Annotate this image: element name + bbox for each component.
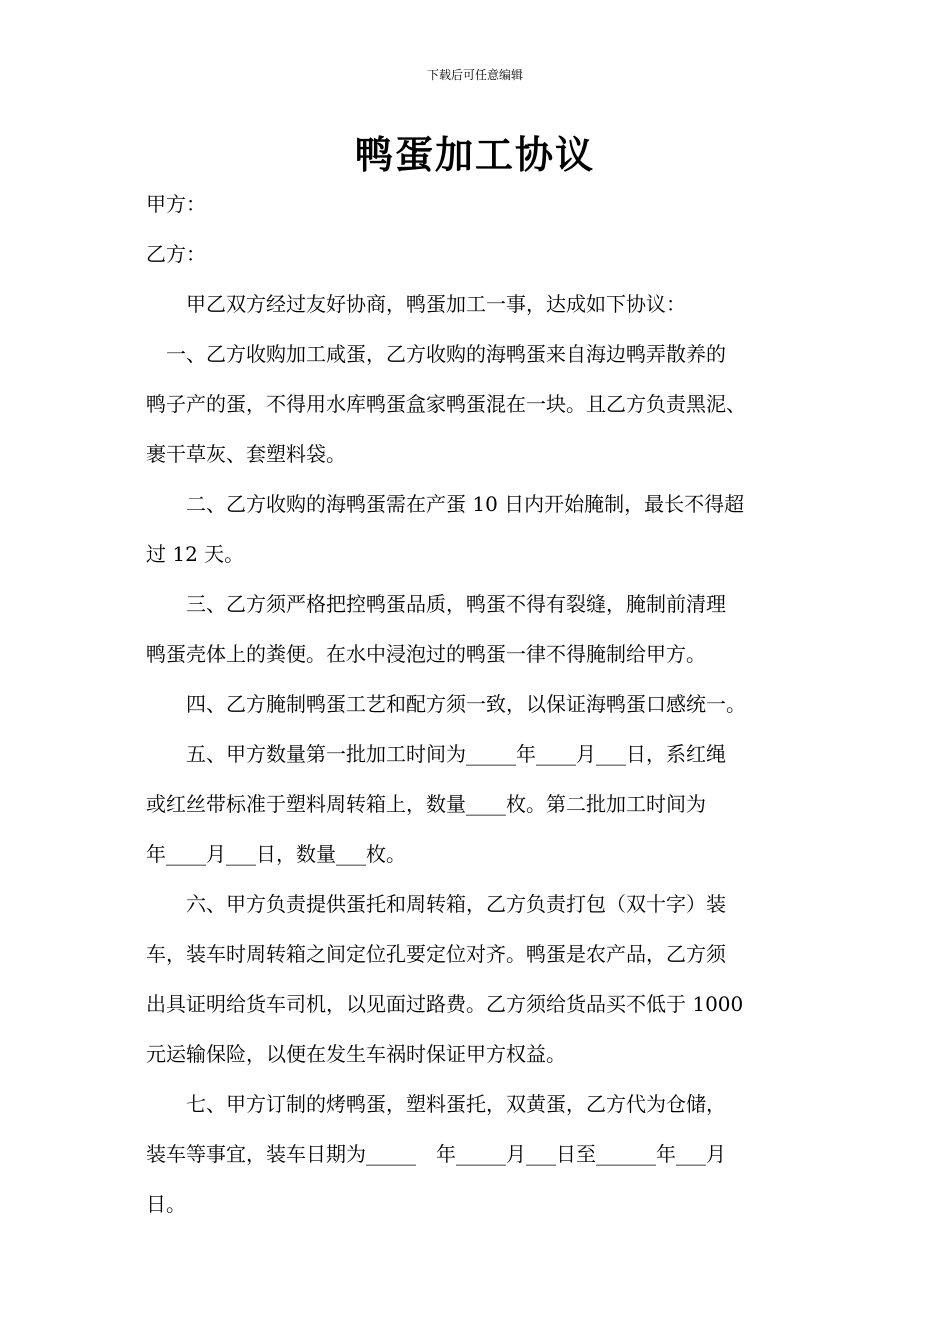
party-b-line: 乙方： <box>146 242 206 266</box>
clause-4-line-1: 四、乙方腌制鸭蛋工艺和配方须一致，以保证海鸭蛋口感统一。 <box>146 692 746 716</box>
clause-6-line-3: 出具证明给货车司机，以见面过路费。乙方须给货品买不低于 1000 <box>146 992 744 1016</box>
clause-1-line-3: 裹干草灰、套塑料袋。 <box>146 442 346 466</box>
clause-7-line-3: 日。 <box>146 1192 186 1216</box>
party-a-line: 甲方： <box>146 192 206 216</box>
clause-1-line-1: 一、乙方收购加工咸蛋，乙方收购的海鸭蛋来自海边鸭弄散养的 <box>146 342 726 366</box>
clause-2-line-2: 过 12 天。 <box>146 542 245 566</box>
clause-6-line-1: 六、甲方负责提供蛋托和周转箱，乙方负责打包（双十字）装 <box>146 892 726 916</box>
clause-3-line-2: 鸭蛋壳体上的粪便。在水中浸泡过的鸭蛋一律不得腌制给甲方。 <box>146 642 706 666</box>
clause-7-line-2: 装车等事宜，装车日期为_____ 年_____月___日至______年___月 <box>146 1142 726 1166</box>
clause-6-line-2: 车，装车时周转箱之间定位孔要定位对齐。鸭蛋是农产品，乙方须 <box>146 942 726 966</box>
clause-2-line-1: 二、乙方收购的海鸭蛋需在产蛋 10 日内开始腌制，最长不得超 <box>146 492 745 516</box>
clause-5-line-2: 或红丝带标准于塑料周转箱上，数量____枚。第二批加工时间为 <box>146 792 706 816</box>
clause-1-line-2: 鸭子产的蛋，不得用水库鸭蛋盒家鸭蛋混在一块。且乙方负责黑泥、 <box>146 392 746 416</box>
clause-6-line-4: 元运输保险，以便在发生车祸时保证甲方权益。 <box>146 1042 566 1066</box>
clause-3-line-1: 三、乙方须严格把控鸭蛋品质，鸭蛋不得有裂缝，腌制前清理 <box>146 592 726 616</box>
clause-7-line-1: 七、甲方订制的烤鸭蛋，塑料蛋托，双黄蛋，乙方代为仓储， <box>146 1092 726 1116</box>
clause-5-line-1: 五、甲方数量第一批加工时间为_____年____月___日，系红绳 <box>146 742 726 766</box>
intro-line: 甲乙双方经过友好协商，鸭蛋加工一事，达成如下协议： <box>146 292 686 316</box>
header-note: 下载后可任意编辑 <box>426 68 523 82</box>
clause-5-line-3: 年____月___日，数量___枚。 <box>146 842 406 866</box>
document-title: 鸭蛋加工协议 <box>354 132 595 177</box>
